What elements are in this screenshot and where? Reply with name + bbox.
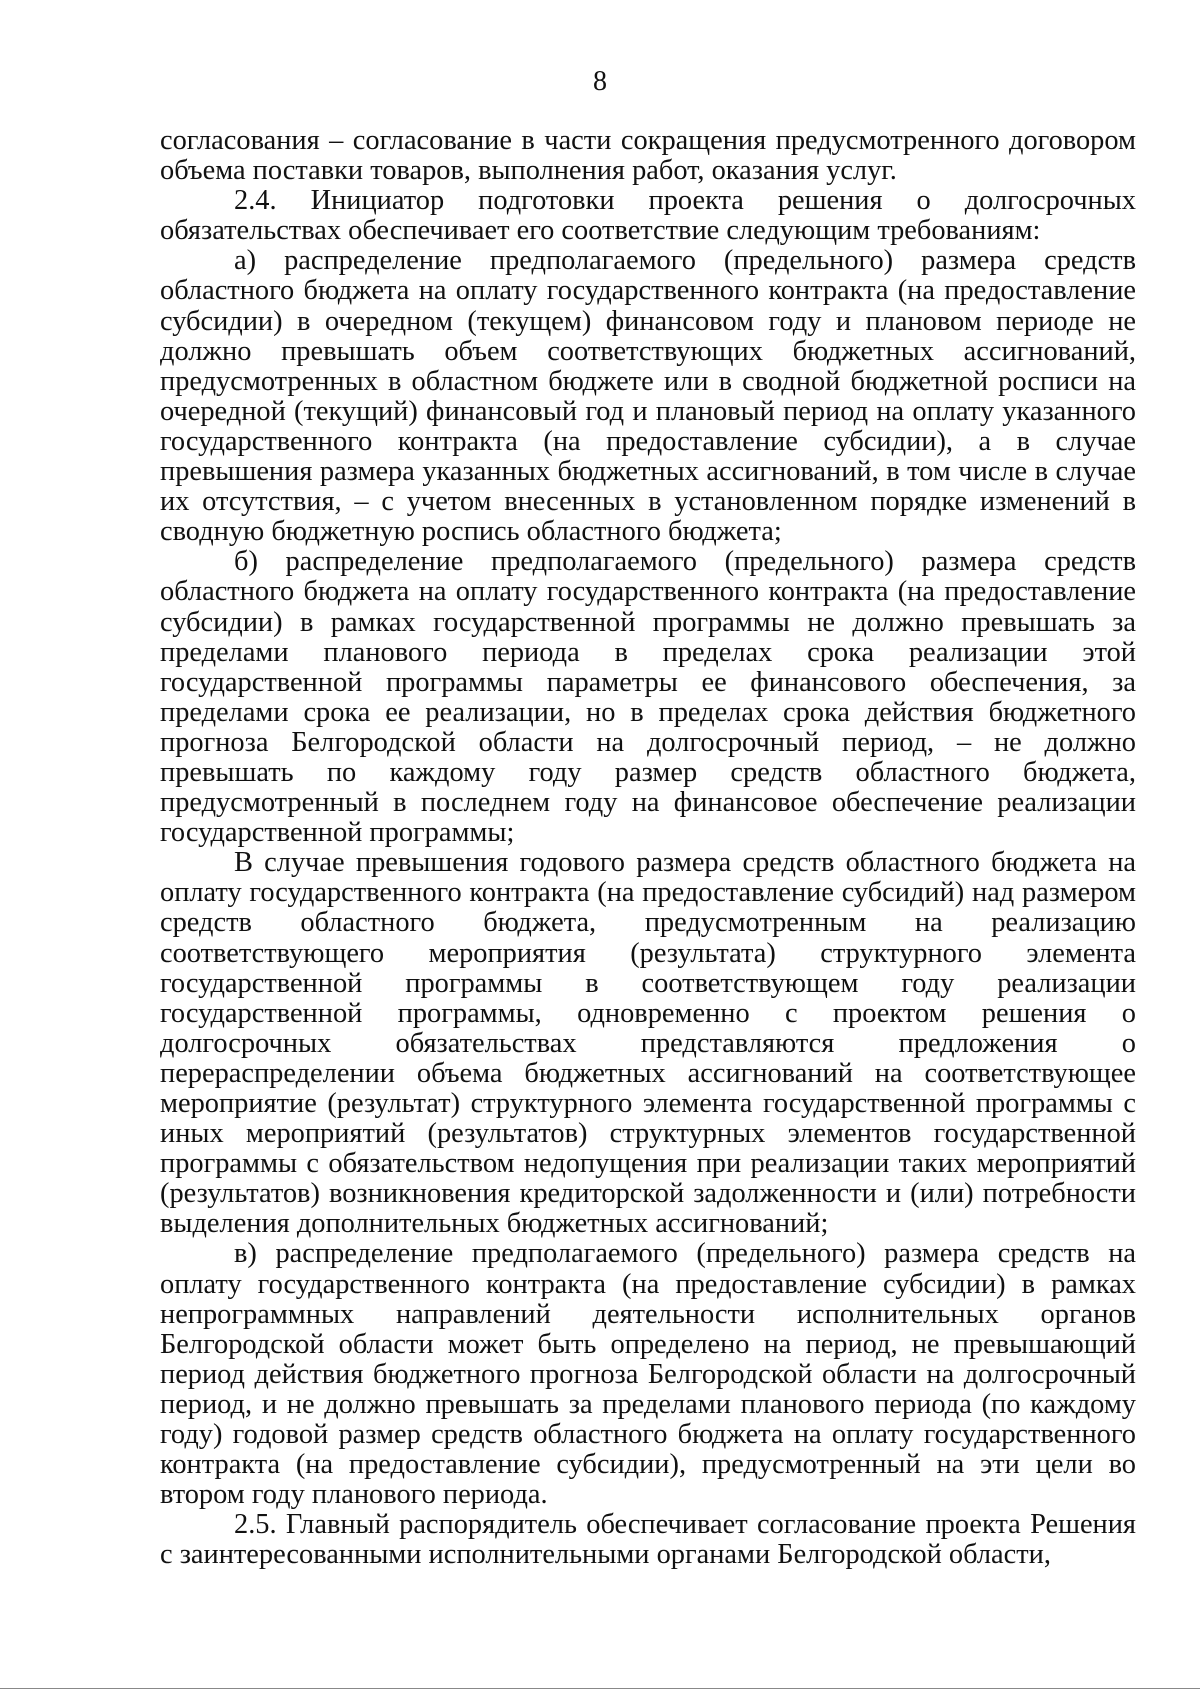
page-bottom-edge-line [0,1688,1200,1689]
paragraph-excess-case: В случае превышения годового размера средств областного бюджета на оплату государственного контракта (на предоставление субсидий) над размером средств областного бюджета, предусмотренным на реализацию соответствующего мероприятия (результата) структурного элемента государственной программы в соответствующем году реализации государственной программы, одновременно с проектом решения о долгосрочных обязательствах представляются предложения о перераспределении объема бюджетных ассигнований на соответствующее мероприятие (результат) структурного элемента государственной программы с иных мероприятий (результатов) структурных элементов государственной программы с обязательством недопущения при реализации таких мероприятий (результатов) возникновения кредиторской задолженности и (или) потребности выделения дополнительных бюджетных ассигнований; [160,847,1136,1240]
paragraph-item-a: а) распределение предполагаемого (предельного) размера средств областного бюджета на оплату государственного контракта (на предоставление субсидии) в очередном (текущем) финансовом году и плановом периоде не должно превышать объем соответствующих бюджетных ассигнований, предусмотренных в областном бюджете или в сводной бюджетной росписи на очередной (текущий) финансовый год и плановый период на оплату указанного государственного контракта (на предоставление субсидии), а в случае превышения размера указанных бюджетных ассигнований, в том числе в случае их отсутствия, – с учетом внесенных в установленном порядке изменений в сводную бюджетную роспись областного бюджета; [160,245,1136,548]
paragraph-item-b: б) распределение предполагаемого (предельного) размера средств областного бюджета на оплату государственного контракта (на предоставление субсидии) в рамках государственной программы не должно превышать за пределами планового периода в пределах срока реализации этой государственной программы параметры ее финансового обеспечения, за пределами срока ее реализации, но в пределах срока действия бюджетного прогноза Белгородской области на долгосрочный период, – не должно превышать по каждому году размер средств областного бюджета, предусмотренный в последнем году на финансовое обеспечение реализации государственной программы; [160,546,1136,849]
paragraph-item-v: в) распределение предполагаемого (предельного) размера средств на оплату государственного контракта (на предоставление субсидии) в рамках непрограммных направлений деятельности исполнительных органов Белгородской области может быть определено на период, не превышающий период действия бюджетного прогноза Белгородской области на долгосрочный период, и не должно превышать за пределами планового периода (по каждому году) годовой размер средств областного бюджета на оплату государственного контракта (на предоставление субсидии), предусмотренный на эти цели во втором году планового периода. [160,1238,1136,1511]
page-number: 8 [593,66,607,97]
paragraph-2-4: 2.4. Инициатор подготовки проекта решения о долгосрочных обязательствах обеспечивает его соответствие следующим требованиям: [160,185,1136,247]
paragraph-continuation: согласования – согласование в части сокращения предусмотренного договором объема поставки товаров, выполнения работ, оказания услуг. [160,125,1136,187]
paragraph-2-5: 2.5. Главный распорядитель обеспечивает согласование проекта Решения с заинтересованными исполнительными органами Белгородской области, [160,1509,1136,1571]
document-body [160,126,1136,1571]
